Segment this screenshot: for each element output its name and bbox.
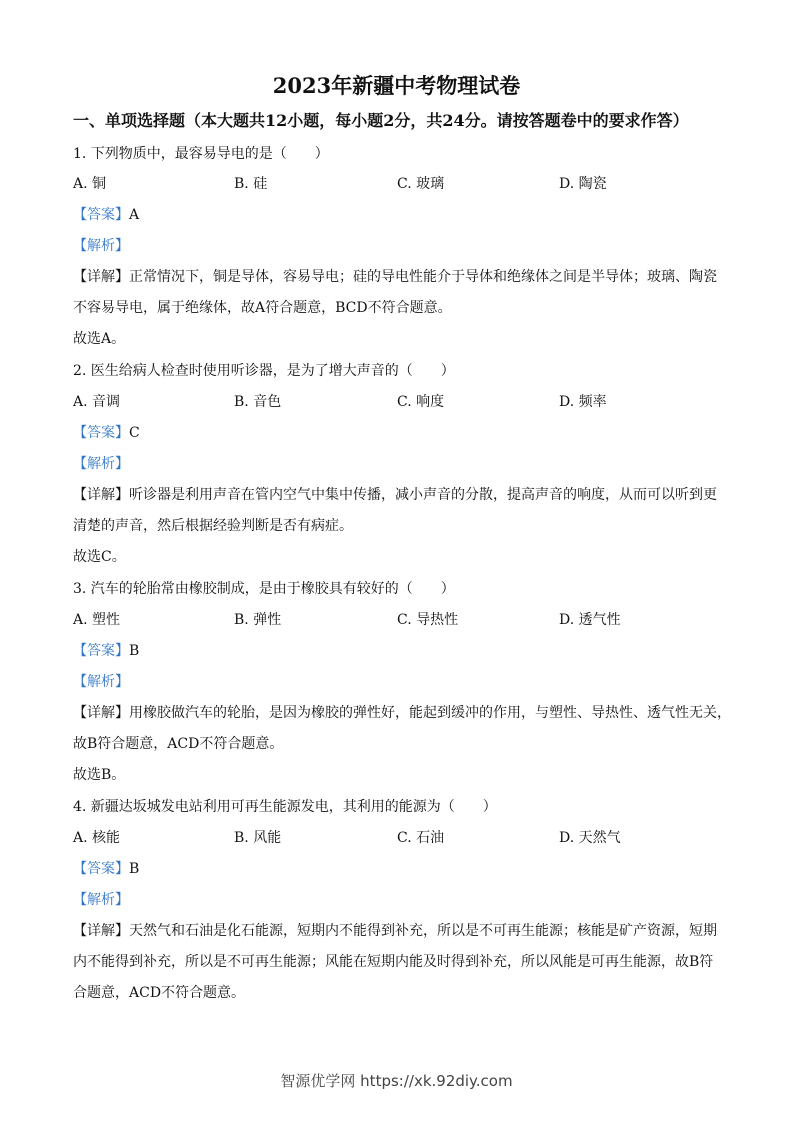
- analysis-label: 【解析】: [73, 892, 129, 908]
- detail-line: 合题意，ACD不符合题意。: [73, 985, 246, 1001]
- option-a: A. 塑性: [73, 612, 121, 628]
- detail-line: 内不能得到补充，所以是不可再生能源；风能在短期内能及时得到补充，所以风能是可再生能源，故B符: [73, 954, 714, 970]
- option-c: C. 响度: [397, 394, 445, 410]
- answer-label: 【答案】: [73, 643, 129, 659]
- section-heading: 一、单项选择题（本大题共12小题，每小题2分，共24分。请按答题卷中的要求作答）: [73, 111, 689, 130]
- detail-line: [73, 484, 717, 504]
- answer-label: 【答案】: [73, 207, 129, 223]
- option-c: C. 导热性: [397, 612, 459, 628]
- question-stem: 1. 下列物质中，最容易导电的是（ ）: [73, 146, 329, 162]
- option-c: C. 玻璃: [397, 176, 445, 192]
- option-b: B. 风能: [234, 830, 282, 846]
- page-title: 2023年新疆中考物理试卷: [272, 73, 521, 98]
- question-stem: 2. 医生给病人检查时使用听诊器，是为了增大声音的（ ）: [73, 363, 455, 379]
- question-stem: 4. 新疆达坂城发电站利用可再生能源发电，其利用的能源为（ ）: [73, 799, 497, 815]
- answer-label: 【答案】: [73, 425, 129, 441]
- option-b: B. 硅: [234, 176, 268, 192]
- analysis-label: 【解析】: [73, 238, 129, 254]
- answer-value: A: [129, 207, 140, 223]
- detail-line: [73, 920, 717, 940]
- footer-watermark: 智源优学网 https://xk.92diy.com: [280, 1072, 513, 1090]
- answer-label: 【答案】: [73, 861, 129, 877]
- conclusion: 故选A。: [73, 331, 126, 347]
- detail-text: 听诊器是利用声音在管内空气中集中传播，减小声音的分散，提高声音的响度，从而可以听到更: [129, 487, 717, 503]
- detail-text: 天然气和石油是化石能源，短期内不能得到补充，所以是不可再生能源；核能是矿产资源，短期: [129, 923, 717, 939]
- detail-line: 故B符合题意，ACD不符合题意。: [73, 736, 284, 752]
- answer-line: [73, 204, 139, 224]
- detail-line: [73, 266, 717, 286]
- answer-value: B: [129, 643, 140, 659]
- option-d: D. 透气性: [559, 612, 621, 628]
- conclusion: 故选B。: [73, 767, 126, 783]
- detail-label: 【详解】: [73, 705, 129, 721]
- option-b: B. 音色: [234, 394, 282, 410]
- option-a: A. 铜: [73, 176, 107, 192]
- answer-line: [73, 858, 139, 878]
- detail-label: 【详解】: [73, 269, 129, 285]
- detail-text: 用橡胶做汽车的轮胎，是因为橡胶的弹性好，能起到缓冲的作用，与塑性、导热性、透气性无关，: [129, 705, 731, 721]
- detail-text: 正常情况下，铜是导体，容易导电；硅的导电性能介于导体和绝缘体之间是半导体；玻璃、陶瓷: [129, 269, 717, 285]
- analysis-label: 【解析】: [73, 456, 129, 472]
- option-d: D. 陶瓷: [559, 176, 607, 192]
- answer-line: [73, 422, 140, 442]
- answer-value: C: [129, 425, 140, 441]
- detail-line: 清楚的声音，然后根据经验判断是否有病症。: [73, 518, 353, 534]
- option-b: B. 弹性: [234, 612, 282, 628]
- detail-label: 【详解】: [73, 487, 129, 503]
- detail-line: 不容易导电，属于绝缘体，故A符合题意，BCD不符合题意。: [73, 300, 452, 316]
- option-c: C. 石油: [397, 830, 445, 846]
- detail-line: [73, 702, 731, 722]
- analysis-label: 【解析】: [73, 674, 129, 690]
- option-d: D. 频率: [559, 394, 607, 410]
- question-stem: 3. 汽车的轮胎常由橡胶制成，是由于橡胶具有较好的（ ）: [73, 581, 455, 597]
- detail-label: 【详解】: [73, 923, 129, 939]
- answer-line: [73, 640, 139, 660]
- conclusion: 故选C。: [73, 549, 126, 565]
- option-a: A. 核能: [73, 830, 121, 846]
- option-d: D. 天然气: [559, 830, 621, 846]
- option-a: A. 音调: [73, 394, 121, 410]
- answer-value: B: [129, 861, 140, 877]
